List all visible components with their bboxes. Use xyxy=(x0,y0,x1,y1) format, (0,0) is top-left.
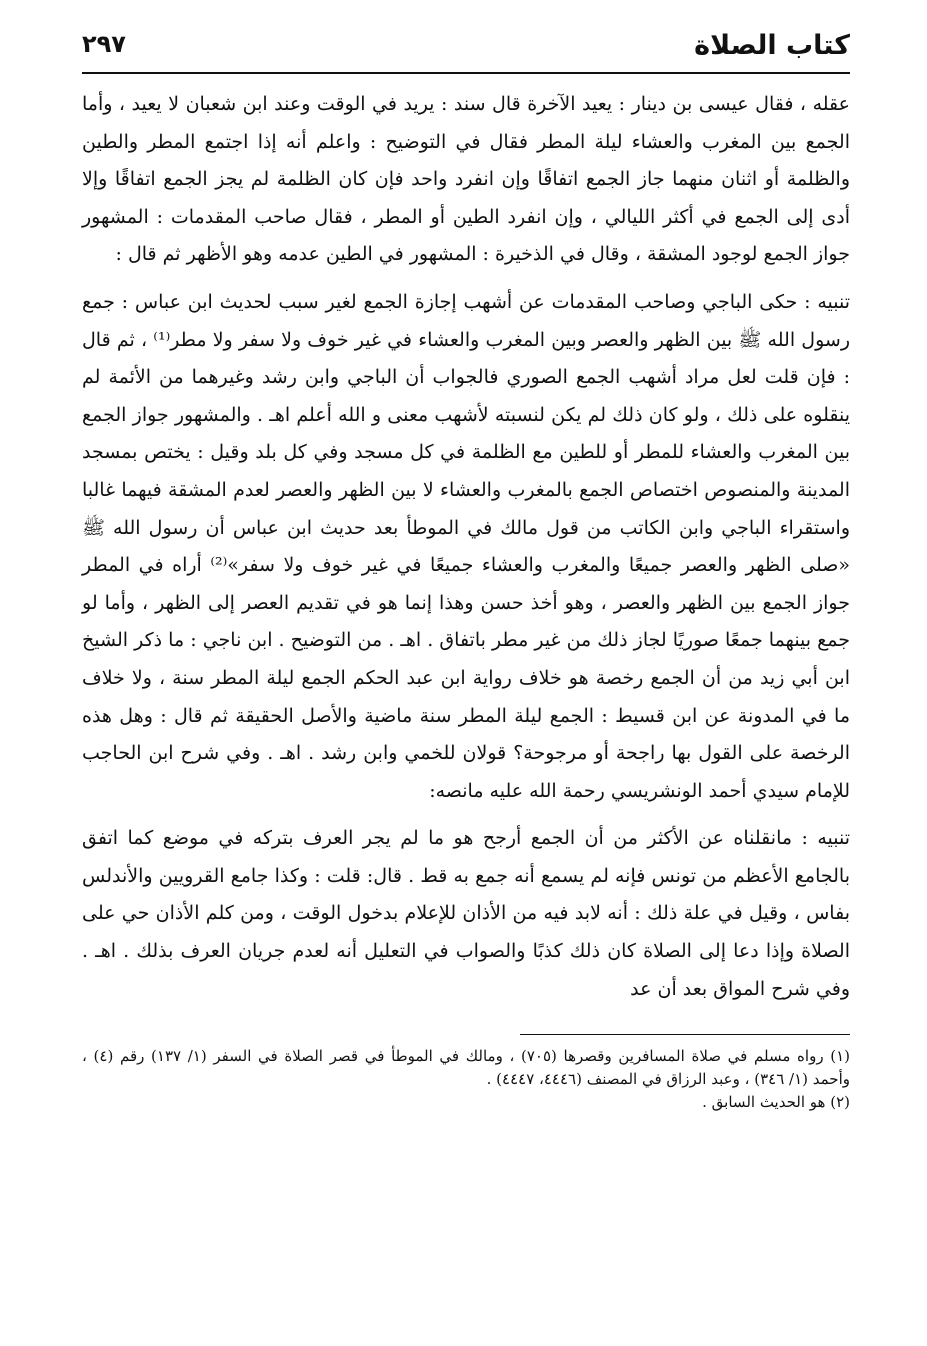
page-number: ٢٩٧ xyxy=(82,30,126,58)
footnotes xyxy=(82,1045,850,1114)
book-page xyxy=(82,28,850,1114)
footnote: (١) رواه مسلم في صلاة المسافرين وقصرها (٧٠٥) ، ومالك في الموطأ في قصر الصلاة في السفر (١/ ١٣٧) رقم (٤) ، وأحمد (١/ ٣٤٦) ، وعبد الرزاق في المصنف (٤٤٤٦، ٤٤٤٧) . xyxy=(82,1047,851,1089)
paragraph: عقله ، فقال عيسى بن دينار : يعيد الآخرة قال سند : يريد في الوقت وعند ابن شعبان لا يعيد ، وأما الجمع بين المغرب والعشاء ليلة المطر فقال في التوضيح : واعلم أنه إذا اجتمع المطر والطين والظلمة أو اثنان منهما جاز الجمع اتفاقًا وإن انفرد واحد فإن كان الظلمة لم يجز الجمع اتفاقًا وإلا أدى إلى الجمع في أكثر الليالي ، وإن انفرد الطين أو المطر ، فقال صاحب المقدمات : المشهور جواز الجمع لوجود المشقة ، وقال في الذخيرة : المشهور في الطين عدمه وهو الأظهر ثم قال : xyxy=(82,93,850,266)
running-header xyxy=(82,28,850,74)
main-text xyxy=(82,86,850,1008)
book-title: كتاب الصلاة xyxy=(694,30,850,61)
paragraph: تنبيه : حكى الباجي وصاحب المقدمات عن أشهب إجازة الجمع لغير سبب لحديث ابن عباس : جمع رسول الله ﷺ بين الظهر والعصر وبين المغرب والعشاء في غير خوف ولا سفر ولا مطر⁽¹⁾ ، ثم قال : فإن قلت لعل مراد أشهب الجمع الصوري فالجواب أن الباجي وابن رشد وغيرهما من الأئمة لم ينقلوه على ذلك ، ولو كان ذلك لم يكن لنسبته لأشهب معنى و الله أعلم اهـ . والمشهور جواز الجمع بين المغرب والعشاء للمطر أو للطين مع الظلمة في كل مسجد وفي كل بلد وقيل : يختص بمسجد المدينة والمنصوص اختصاص الجمع بالمغرب والعشاء لا بين الظهر والعصر لعدم المشقة فيهما غالبا واستقراء الباجي وابن الكاتب من قول مالك في الموطأ بعد حديث ابن عباس أن رسول الله ﷺ «صلى الظهر والعصر جميعًا والمغرب والعشاء جميعًا في غير خوف ولا سفر»⁽²⁾ أراه في المطر جواز الجمع بين الظهر والعصر ، وهو أخذ حسن وهذا إنما هو في تقديم العصر إلى الظهر ، وأما لو جمع بينهما جمعًا صوريًا لجاز ذلك من غير مطر باتفاق . اهـ . من التوضيح . ابن ناجي : ما ذكر الشيخ ابن أبي زيد من أن الجمع رخصة هو خلاف رواية ابن عبد الحكم الجمع ليلة المطر سنة ، ولا خلاف ما في المدونة عن ابن قسيط : الجمع ليلة المطر سنة ماضية والأصل الحقيقة ثم قال : وهل هذه الرخصة على القول بها راجحة أو مرجوحة؟ قولان للخمي وابن رشد . اهـ . وفي شرح ابن الحاجب للإمام سيدي أحمد الونشريسي رحمة الله عليه مانصه: xyxy=(82,290,850,802)
paragraph: تنبيه : مانقلناه عن الأكثر من أن الجمع أرجح هو ما لم يجر العرف بتركه في موضع كما اتفق بالجامع الأعظم من تونس فإنه لم يسمع أنه جمع به قط . قال: قلت : وكذا جامع القرويين والأندلس بفاس ، وقيل في علة ذلك : أنه لابد فيه من الأذان للإعلام بدخول الوقت ، ومن كلم الأذان حي على الصلاة وإذا دعا إلى الصلاة كان ذلك كذبًا والصواب في التعليل أنه لعدم جريان العرف بذلك . اهـ . وفي شرح المواق بعد أن عد xyxy=(82,827,850,1000)
footnote: (٢) هو الحديث السابق . xyxy=(702,1093,850,1112)
footnote-divider xyxy=(520,1034,850,1035)
